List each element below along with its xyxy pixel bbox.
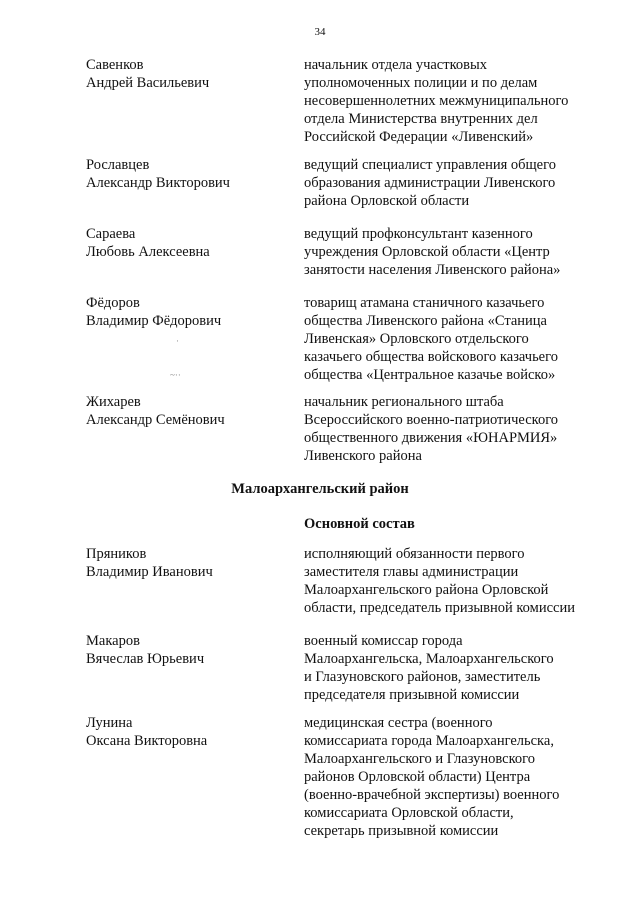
scan-artifact-mark: · (176, 336, 179, 346)
member-given-name: Владимир Иванович (86, 564, 213, 580)
member-given-name: Оксана Викторовна (86, 733, 208, 749)
position-line: Ливенского района (304, 448, 422, 464)
member-surname: Макаров (86, 633, 140, 649)
position-line: общества Ливенского района «Станица (304, 313, 547, 329)
position-line: военный комиссар города (304, 633, 463, 649)
position-line: товарищ атамана станичного казачьего (304, 295, 545, 311)
member-given-name: Вячеслав Юрьевич (86, 651, 205, 667)
position-line: начальник отдела участковых (304, 57, 487, 73)
position-line: (военно-врачебной экспертизы) военного (304, 787, 560, 803)
position-line: секретарь призывной комиссии (304, 823, 499, 839)
member-name (86, 225, 286, 261)
position-line: отдела Министерства внутренних дел (304, 111, 538, 127)
section-title: Малоархангельский район (231, 481, 409, 497)
position-line: занятости населения Ливенского района» (304, 262, 561, 278)
member-name (86, 294, 286, 330)
position-line: общества «Центральное казачье войско» (304, 367, 556, 383)
position-line: Всероссийского военно-патриотического (304, 412, 559, 428)
page-number: 34 (314, 26, 326, 38)
position-line: комиссариата Орловской области, (304, 805, 514, 821)
position-line: исполняющий обязанности первого (304, 546, 525, 562)
member-position (304, 545, 604, 617)
position-line: ведущий профконсультант казенного (304, 226, 533, 242)
position-line: Малоархангельского и Глазуновского (304, 751, 536, 767)
member-position (304, 632, 604, 704)
member-surname: Лунина (86, 715, 133, 731)
subsection-title: Основной состав (304, 516, 415, 532)
member-given-name: Любовь Алексеевна (86, 244, 210, 260)
position-line: Ливенская» Орловского отдельского (304, 331, 529, 347)
scan-artifact-mark: ~·· (170, 370, 181, 380)
member-name (86, 56, 286, 92)
member-given-name: Владимир Фёдорович (86, 313, 222, 329)
member-surname: Пряников (86, 546, 147, 562)
member-name (86, 632, 286, 668)
position-line: и Глазуновского районов, заместитель (304, 669, 541, 685)
member-name (86, 714, 286, 750)
member-position (304, 56, 604, 146)
position-line: района Орловской области (304, 193, 470, 209)
position-line: области, председатель призывной комиссии (304, 600, 575, 616)
position-line: заместителя главы администрации (304, 564, 519, 580)
member-name (86, 393, 286, 429)
member-position (304, 714, 604, 840)
member-surname: Рославцев (86, 157, 150, 173)
member-position (304, 225, 604, 279)
member-name (86, 545, 286, 581)
position-line: районов Орловской области) Центра (304, 769, 531, 785)
position-line: комиссариата города Малоархангельска, (304, 733, 554, 749)
member-given-name: Александр Викторович (86, 175, 230, 191)
position-line: ведущий специалист управления общего (304, 157, 556, 173)
member-given-name: Александр Семёнович (86, 412, 225, 428)
member-position (304, 393, 604, 465)
member-surname: Фёдоров (86, 295, 140, 311)
position-line: образования администрации Ливенского (304, 175, 556, 191)
position-line: начальник регионального штаба (304, 394, 504, 410)
member-name (86, 156, 286, 192)
member-given-name: Андрей Васильевич (86, 75, 210, 91)
position-line: Малоархангельска, Малоархангельского (304, 651, 554, 667)
position-line: общественного движения «ЮНАРМИЯ» (304, 430, 558, 446)
position-line: казачьего общества войскового казачьего (304, 349, 558, 365)
position-line: несовершеннолетних межмуниципального (304, 93, 569, 109)
member-position (304, 156, 604, 210)
position-line: председателя призывной комиссии (304, 687, 520, 703)
position-line: Российской Федерации «Ливенский» (304, 129, 534, 145)
position-line: медицинская сестра (военного (304, 715, 493, 731)
position-line: учреждения Орловской области «Центр (304, 244, 550, 260)
position-line: уполномоченных полиции и по делам (304, 75, 538, 91)
member-surname: Сараева (86, 226, 136, 242)
member-surname: Савенков (86, 57, 144, 73)
member-surname: Жихарев (86, 394, 141, 410)
position-line: Малоархангельского района Орловской (304, 582, 549, 598)
member-position (304, 294, 604, 384)
